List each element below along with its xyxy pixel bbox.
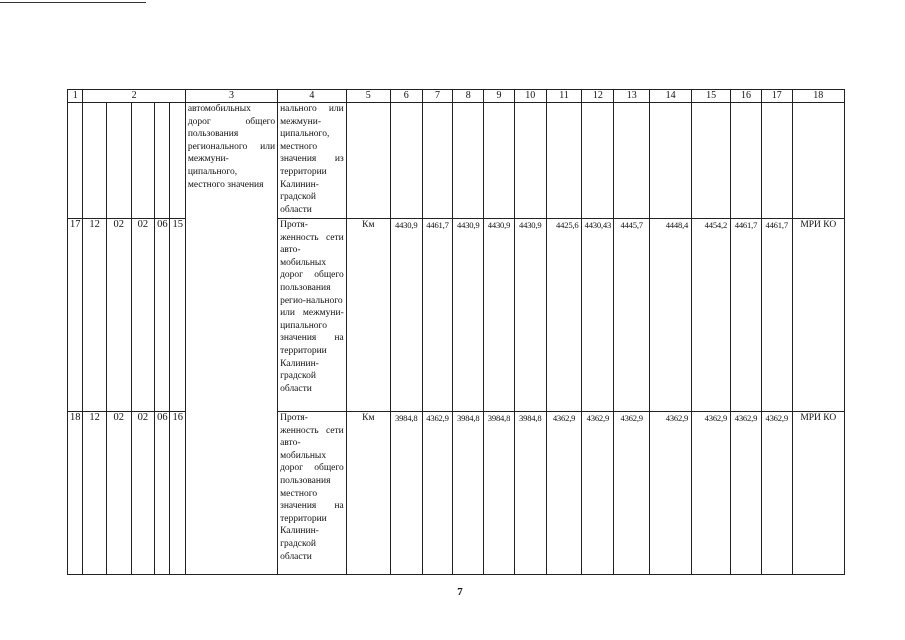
- table-row: [68, 412, 845, 575]
- code-cell: 06: [155, 219, 170, 412]
- table-cell: [422, 103, 453, 219]
- table-row-continued: [68, 103, 845, 219]
- table-cell: [761, 103, 792, 219]
- value-cell: 4362,9: [582, 412, 614, 575]
- code-cell: 12: [83, 412, 107, 575]
- unit-cell: Км: [346, 412, 390, 575]
- code-cell: 12: [83, 219, 107, 412]
- indicator-name: Протя-женность сети авто-мобильных дорог общего пользования регио-нального или межмуни-ципального значения на территории Калинин-градской области: [278, 219, 347, 412]
- value-cell: 3984,8: [453, 412, 484, 575]
- value-cell: 4362,9: [614, 412, 650, 575]
- page-number: 7: [457, 586, 463, 598]
- top-rule: [0, 2, 146, 3]
- source-cell: МРИ КО: [792, 412, 844, 575]
- row-number: 18: [68, 412, 83, 575]
- code-cell: 02: [106, 219, 131, 412]
- table-cell: [155, 103, 170, 219]
- value-cell: 4430,43: [582, 219, 614, 412]
- header-cell: 9: [484, 90, 515, 103]
- table-cell: [170, 103, 185, 219]
- code-cell: 02: [131, 219, 155, 412]
- table-cell: [514, 103, 546, 219]
- table-cell: [453, 103, 484, 219]
- value-cell: 4425,6: [546, 219, 582, 412]
- value-cell: 4362,9: [422, 412, 453, 575]
- table-cell: [792, 103, 844, 219]
- header-cell: 18: [792, 90, 844, 103]
- header-cell: 11: [546, 90, 582, 103]
- continued-col4-text: нального или межмуни-ципального, местного значения из территории Калинин-градской области: [278, 103, 347, 219]
- header-cell: 8: [453, 90, 484, 103]
- value-cell: 4362,9: [731, 412, 762, 575]
- header-row: [68, 90, 845, 103]
- table-cell: [131, 103, 155, 219]
- table-cell: [692, 103, 731, 219]
- header-cell: 16: [731, 90, 762, 103]
- table-row: [68, 219, 845, 412]
- header-cell: 10: [514, 90, 546, 103]
- table-cell: [484, 103, 515, 219]
- table-cell: [546, 103, 582, 219]
- value-cell: 4445,7: [614, 219, 650, 412]
- value-cell: 4430,9: [390, 219, 422, 412]
- table-cell: [83, 103, 107, 219]
- code-cell: 06: [155, 412, 170, 575]
- header-cell: 15: [692, 90, 731, 103]
- value-cell: 4362,9: [692, 412, 731, 575]
- value-cell: 4430,9: [484, 219, 515, 412]
- continued-col3-text: автомобильных дорог общего пользования регионального или межмуни-ципального, местного значения: [185, 103, 277, 575]
- table-cell: [614, 103, 650, 219]
- value-cell: 4461,7: [731, 219, 762, 412]
- header-cell: 17: [761, 90, 792, 103]
- table-cell: [106, 103, 131, 219]
- header-cell: 1: [68, 90, 83, 103]
- indicator-name: Протя-женность сети авто-мобильных дорог общего пользования местного значения на территории Калинин-градской области: [278, 412, 347, 575]
- code-cell: 02: [106, 412, 131, 575]
- header-cell: 3: [185, 90, 277, 103]
- header-cell: 12: [582, 90, 614, 103]
- header-cell: 4: [278, 90, 347, 103]
- table-cell: [650, 103, 692, 219]
- source-cell: МРИ КО: [792, 219, 844, 412]
- row-number: 17: [68, 219, 83, 412]
- table-cell: [582, 103, 614, 219]
- code-cell: 02: [131, 412, 155, 575]
- indicator-table: [67, 89, 845, 575]
- value-cell: 3984,8: [390, 412, 422, 575]
- unit-cell: Км: [346, 219, 390, 412]
- code-cell: 15: [170, 219, 185, 412]
- header-cell: 14: [650, 90, 692, 103]
- header-cell: 6: [390, 90, 422, 103]
- table-cell: [731, 103, 762, 219]
- header-cell: 2: [83, 90, 185, 103]
- value-cell: 4430,9: [514, 219, 546, 412]
- value-cell: 4362,9: [546, 412, 582, 575]
- table-cell: [390, 103, 422, 219]
- value-cell: 4430,9: [453, 219, 484, 412]
- value-cell: 3984,8: [514, 412, 546, 575]
- header-cell: 7: [422, 90, 453, 103]
- value-cell: 3984,8: [484, 412, 515, 575]
- table-cell: [346, 103, 390, 219]
- value-cell: 4461,7: [422, 219, 453, 412]
- value-cell: 4362,9: [761, 412, 792, 575]
- value-cell: 4448,4: [650, 219, 692, 412]
- value-cell: 4362,9: [650, 412, 692, 575]
- value-cell: 4454,2: [692, 219, 731, 412]
- header-cell: 5: [346, 90, 390, 103]
- header-cell: 13: [614, 90, 650, 103]
- table-cell: [68, 103, 83, 219]
- value-cell: 4461,7: [761, 219, 792, 412]
- code-cell: 16: [170, 412, 185, 575]
